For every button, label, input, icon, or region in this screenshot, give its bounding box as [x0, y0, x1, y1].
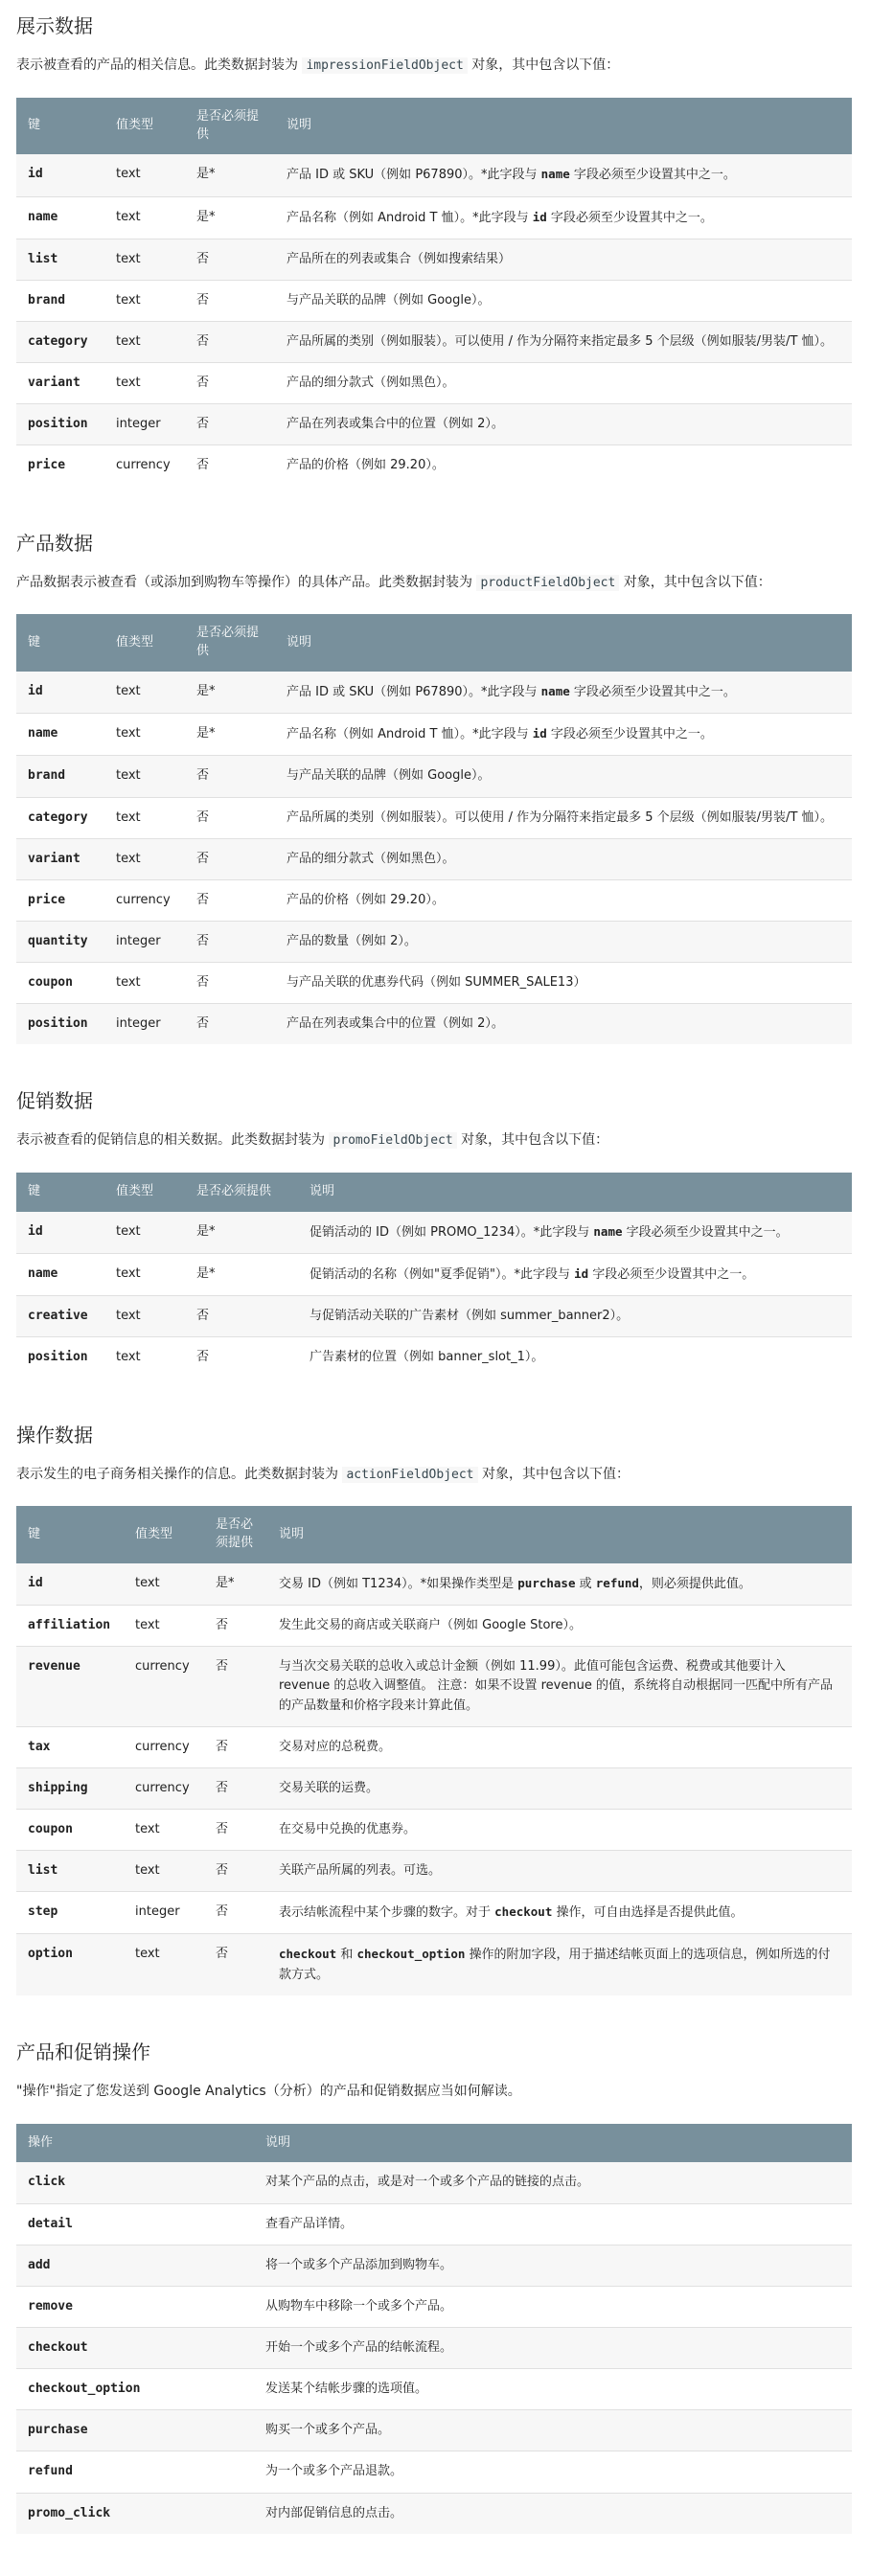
cell-desc: 产品 ID 或 SKU（例如 P67890）。*此字段与 name 字段必须至少设置其中之一。 [287, 684, 736, 700]
cell-type: currency [124, 1767, 204, 1809]
cell-desc: 关联产品所属的列表。可选。 [267, 1851, 852, 1892]
cell-desc: 产品 ID 或 SKU（例如 P67890）。*此字段与 name 字段必须至少设置其中之一。 [287, 167, 736, 183]
cell-type: text [116, 1224, 141, 1239]
table-row [16, 1647, 852, 1726]
column-header: 值类型 [104, 614, 185, 672]
cell-desc: 产品的价格（例如 29.20）。 [275, 879, 852, 921]
cell-key: revenue [16, 1647, 124, 1726]
cell-desc: 与产品关联的品牌（例如 Google）。 [275, 756, 852, 797]
cell-desc: 与促销活动关联的广告素材（例如 summer_banner2）。 [298, 1296, 852, 1337]
cell-key: step [16, 1892, 124, 1934]
inline-code: checkout_option [356, 1947, 466, 1962]
inline-code: checkout [279, 1947, 337, 1962]
intro-text: "操作"指定了您发送到 Google Analytics（分析）的产品和促销数据应当如何解读。 [16, 2083, 521, 2099]
section-heading: 促销数据 [16, 1089, 93, 1113]
table-row [16, 280, 852, 321]
cell-desc: 与当次交易关联的总收入或总计金额（例如 11.99）。此值可能包含运费、税费或其他要计入 revenue 的总收入调整值。 注意：如果不设置 revenue 的值，系统将自动根据同一匹配中所有产品的产品数量和价格字段来计算此值。 [267, 1647, 852, 1726]
table-header-row [16, 614, 852, 672]
cell-required: 否 [185, 797, 275, 838]
cell-desc: 产品在列表或集合中的位置（例如 2）。 [275, 404, 852, 445]
cell-desc: 开始一个或多个产品的结帐流程。 [254, 2327, 852, 2368]
table-row [16, 2327, 852, 2368]
table-row [16, 154, 852, 196]
table-header-row [16, 1173, 852, 1212]
table-row [16, 196, 852, 239]
section-heading: 产品数据 [16, 531, 93, 555]
table-body [16, 1212, 852, 1379]
cell-key: id [28, 1224, 43, 1239]
cell-key: tax [16, 1726, 124, 1767]
cell-required: 否 [185, 963, 275, 1004]
cell-required: 否 [185, 921, 275, 962]
intro-text: 表示被查看的产品的相关信息。此类数据封装为 [16, 57, 303, 73]
cell-type: integer [104, 1004, 185, 1045]
cell-key: quantity [16, 921, 104, 962]
table-row [16, 838, 852, 879]
cell-key: name [16, 196, 104, 239]
intro-text: 对象，其中包含以下值： [467, 57, 620, 73]
cell-key: purchase [16, 2410, 254, 2451]
column-header: 值类型 [104, 98, 185, 155]
cell-key: position [16, 1004, 104, 1045]
actions-table [16, 2124, 852, 2534]
table-body [16, 2162, 852, 2533]
intro-code: actionFieldObject [342, 1467, 477, 1483]
cell-desc: 对某个产品的点击，或是对一个或多个产品的链接的点击。 [265, 2175, 590, 2190]
cell-required: 是* [185, 1254, 298, 1296]
cell-required: 否 [185, 363, 275, 404]
cell-required: 否 [185, 879, 275, 921]
cell-type: integer [104, 404, 185, 445]
section-heading: 操作数据 [16, 1423, 93, 1447]
cell-type: text [104, 363, 185, 404]
column-header: 是否必须提供 [185, 98, 275, 155]
cell-key: id [28, 684, 43, 699]
section-impression-data [16, 13, 852, 487]
cell-required: 否 [185, 445, 275, 487]
table-row [16, 1810, 852, 1851]
cell-key: category [16, 322, 104, 363]
cell-desc: 广告素材的位置（例如 banner_slot_1）。 [298, 1337, 852, 1379]
cell-required: 否 [185, 756, 275, 797]
table-row [16, 2451, 852, 2493]
section-action-data [16, 1423, 852, 1995]
inline-code: id [574, 1266, 589, 1282]
cell-type: text [116, 167, 141, 182]
cell-required: 否 [185, 322, 275, 363]
column-header: 键 [16, 1506, 124, 1563]
cell-key: refund [16, 2451, 254, 2493]
cell-required: 否 [204, 1934, 267, 1995]
cell-key: add [16, 2245, 254, 2286]
cell-desc: 与产品关联的优惠券代码（例如 SUMMER_SALE13） [275, 963, 852, 1004]
cell-key: coupon [16, 1810, 124, 1851]
table-row [16, 1254, 852, 1296]
table-row [16, 322, 852, 363]
cell-type: text [124, 1606, 204, 1647]
cell-key: detail [16, 2203, 254, 2245]
cell-key: creative [16, 1296, 104, 1337]
cell-desc: 产品的细分款式（例如黑色）。 [275, 363, 852, 404]
section-product-promo-actions [16, 2040, 852, 2534]
cell-type: text [104, 322, 185, 363]
cell-desc: 产品所属的类别（例如服装）。可以使用 / 作为分隔符来指定最多 5 个层级（例如服装/男装/T 恤）。 [275, 797, 852, 838]
table-row [16, 445, 852, 487]
cell-type: text [104, 280, 185, 321]
cell-desc: 产品的细分款式（例如黑色）。 [275, 838, 852, 879]
cell-type: currency [104, 879, 185, 921]
column-header: 值类型 [124, 1506, 204, 1563]
cell-type: text [104, 1296, 185, 1337]
section-intro [16, 2081, 852, 2104]
section-heading: 产品和促销操作 [16, 2040, 150, 2063]
cell-desc: 产品所在的列表或集合（例如搜索结果） [275, 239, 852, 280]
cell-desc: 从购物车中移除一个或多个产品。 [254, 2286, 852, 2327]
intro-text: 对象，其中包含以下值： [619, 574, 771, 590]
inline-code: name [540, 684, 570, 699]
column-header: 是否必须提供 [204, 1506, 267, 1563]
table-row [16, 921, 852, 962]
cell-desc: 产品在列表或集合中的位置（例如 2）。 [275, 1004, 852, 1045]
column-header: 说明 [267, 1506, 852, 1563]
cell-key: price [16, 879, 104, 921]
section-intro [16, 1464, 852, 1487]
column-header: 说明 [275, 98, 852, 155]
cell-key: affiliation [16, 1606, 124, 1647]
table-row [16, 1767, 852, 1809]
intro-code: productFieldObject [476, 575, 619, 591]
cell-desc: 产品的数量（例如 2）。 [275, 921, 852, 962]
table-row [16, 2286, 852, 2327]
cell-required: 是* [196, 167, 216, 182]
intro-code: promoFieldObject [329, 1132, 456, 1149]
cell-desc: 产品所属的类别（例如服装）。可以使用 / 作为分隔符来指定最多 5 个层级（例如服装/男装/T 恤）。 [275, 322, 852, 363]
cell-desc: checkout 和 checkout_option 操作的附加字段，用于描述结帐页面上的选项信息，例如所选的付款方式。 [267, 1934, 852, 1995]
table-row [16, 404, 852, 445]
table-header-row [16, 2124, 852, 2163]
section-product-data [16, 531, 852, 1045]
table-row [16, 1851, 852, 1892]
cell-desc: 交易 ID（例如 T1234）。*如果操作类型是 purchase 或 refund，则必须提供此值。 [279, 1576, 751, 1592]
cell-type: text [104, 963, 185, 1004]
table-row [16, 1726, 852, 1767]
table-row [16, 714, 852, 756]
cell-desc: 与产品关联的品牌（例如 Google）。 [275, 280, 852, 321]
table-body [16, 154, 852, 486]
cell-key: price [16, 445, 104, 487]
cell-desc: 发生此交易的商店或关联商户（例如 Google Store）。 [267, 1606, 852, 1647]
inline-code: name [540, 167, 570, 182]
column-header: 是否必须提供 [185, 1173, 298, 1212]
impression-fields-table [16, 98, 852, 487]
cell-desc: 表示结帐流程中某个步骤的数字。对于 checkout 操作，可自由选择是否提供此值。 [267, 1892, 852, 1934]
table-row [16, 363, 852, 404]
cell-type: text [135, 1576, 160, 1591]
column-header: 是否必须提供 [185, 614, 275, 672]
cell-required: 否 [204, 1647, 267, 1726]
cell-desc: 将一个或多个产品添加到购物车。 [254, 2245, 852, 2286]
cell-required: 否 [185, 239, 275, 280]
cell-required: 否 [185, 838, 275, 879]
cell-key: brand [16, 280, 104, 321]
cell-type: currency [124, 1647, 204, 1726]
cell-key: category [16, 797, 104, 838]
table-body [16, 1563, 852, 1995]
section-intro [16, 572, 852, 595]
column-header: 值类型 [104, 1173, 185, 1212]
inline-code: purchase [517, 1576, 576, 1591]
table-row [16, 1296, 852, 1337]
cell-type: integer [124, 1892, 204, 1934]
cell-required: 是* [216, 1576, 235, 1591]
table-row [16, 1563, 852, 1606]
inline-code: checkout [494, 1904, 553, 1920]
cell-key: promo_click [16, 2493, 254, 2534]
cell-required: 否 [204, 1810, 267, 1851]
column-header: 键 [16, 98, 104, 155]
table-header-row [16, 98, 852, 155]
cell-key: list [16, 1851, 124, 1892]
cell-desc: 促销活动的名称（例如"夏季促销"）。*此字段与 id 字段必须至少设置其中之一。 [298, 1254, 852, 1296]
cell-required: 否 [185, 280, 275, 321]
cell-key: name [16, 714, 104, 756]
inline-code: id [532, 726, 547, 741]
cell-type: currency [104, 445, 185, 487]
cell-key: id [28, 1576, 43, 1591]
cell-desc: 交易关联的运费。 [267, 1767, 852, 1809]
table-row [16, 1934, 852, 1995]
cell-key: shipping [16, 1767, 124, 1809]
intro-code: impressionFieldObject [302, 57, 467, 74]
column-header: 操作 [16, 2124, 254, 2163]
cell-type: text [124, 1934, 204, 1995]
table-row [16, 1892, 852, 1934]
inline-code: id [532, 209, 547, 224]
intro-text: 表示被查看的促销信息的相关数据。此类数据封装为 [16, 1132, 330, 1149]
inline-code: name [593, 1224, 623, 1239]
cell-type: text [104, 239, 185, 280]
section-intro [16, 55, 852, 78]
table-row [16, 2162, 852, 2203]
cell-desc: 交易对应的总税费。 [267, 1726, 852, 1767]
cell-key: id [28, 167, 43, 182]
table-row [16, 879, 852, 921]
cell-key: list [16, 239, 104, 280]
cell-required: 否 [204, 1851, 267, 1892]
cell-type: text [104, 797, 185, 838]
cell-required: 否 [204, 1726, 267, 1767]
cell-type: integer [104, 921, 185, 962]
action-fields-table [16, 1506, 852, 1995]
cell-key: variant [16, 838, 104, 879]
cell-required: 是* [185, 196, 275, 239]
cell-required: 是* [185, 714, 275, 756]
cell-key: click [28, 2175, 66, 2190]
column-header: 键 [16, 1173, 104, 1212]
cell-key: option [16, 1934, 124, 1995]
section-intro [16, 1129, 852, 1152]
cell-required: 否 [204, 1892, 267, 1934]
cell-key: name [16, 1254, 104, 1296]
column-header: 键 [16, 614, 104, 672]
cell-type: currency [124, 1726, 204, 1767]
product-fields-table [16, 614, 852, 1044]
table-row [16, 1337, 852, 1379]
cell-type: text [104, 756, 185, 797]
cell-desc: 查看产品详情。 [254, 2203, 852, 2245]
cell-required: 是* [196, 1224, 216, 1239]
table-row [16, 2410, 852, 2451]
table-row [16, 2203, 852, 2245]
cell-desc: 在交易中兑换的优惠券。 [267, 1810, 852, 1851]
table-row [16, 2493, 852, 2534]
table-row [16, 756, 852, 797]
cell-required: 否 [204, 1767, 267, 1809]
table-row [16, 1004, 852, 1045]
cell-desc: 产品名称（例如 Android T 恤）。*此字段与 id 字段必须至少设置其中之一。 [275, 196, 852, 239]
cell-required: 否 [185, 1296, 298, 1337]
table-row [16, 797, 852, 838]
cell-type: text [104, 714, 185, 756]
cell-required: 否 [204, 1606, 267, 1647]
cell-type: text [124, 1810, 204, 1851]
cell-desc: 促销活动的 ID（例如 PROMO_1234）。*此字段与 name 字段必须至少设置其中之一。 [309, 1224, 789, 1240]
cell-key: checkout [16, 2327, 254, 2368]
cell-required: 否 [185, 1337, 298, 1379]
section-heading: 展示数据 [16, 14, 93, 37]
column-header: 说明 [298, 1173, 852, 1212]
cell-type: text [124, 1851, 204, 1892]
cell-type: text [104, 1337, 185, 1379]
cell-desc: 为一个或多个产品退款。 [254, 2451, 852, 2493]
table-row [16, 1606, 852, 1647]
section-promo-data [16, 1088, 852, 1378]
intro-text: 对象，其中包含以下值： [477, 1466, 630, 1482]
column-header: 说明 [254, 2124, 852, 2163]
cell-desc: 产品的价格（例如 29.20）。 [275, 445, 852, 487]
table-row [16, 672, 852, 714]
table-row [16, 239, 852, 280]
table-header-row [16, 1506, 852, 1563]
intro-text: 产品数据表示被查看（或添加到购物车等操作）的具体产品。此类数据封装为 [16, 574, 477, 590]
cell-key: position [16, 404, 104, 445]
column-header: 说明 [275, 614, 852, 672]
cell-required: 是* [196, 684, 216, 699]
table-row [16, 963, 852, 1004]
cell-required: 否 [185, 1004, 275, 1045]
cell-key: checkout_option [16, 2369, 254, 2410]
cell-key: position [16, 1337, 104, 1379]
cell-type: text [104, 196, 185, 239]
cell-key: brand [16, 756, 104, 797]
cell-type: text [104, 1254, 185, 1296]
table-body [16, 672, 852, 1044]
cell-desc: 产品名称（例如 Android T 恤）。*此字段与 id 字段必须至少设置其中之一。 [275, 714, 852, 756]
intro-text: 表示发生的电子商务相关操作的信息。此类数据封装为 [16, 1466, 343, 1482]
cell-key: variant [16, 363, 104, 404]
table-row [16, 2369, 852, 2410]
intro-text: 对象，其中包含以下值： [456, 1132, 609, 1149]
cell-required: 否 [185, 404, 275, 445]
cell-key: remove [16, 2286, 254, 2327]
cell-desc: 对内部促销信息的点击。 [254, 2493, 852, 2534]
promo-fields-table [16, 1173, 852, 1378]
cell-desc: 购买一个或多个产品。 [254, 2410, 852, 2451]
cell-type: text [104, 838, 185, 879]
inline-code: refund [595, 1576, 639, 1591]
cell-key: coupon [16, 963, 104, 1004]
table-row [16, 1212, 852, 1254]
cell-desc: 发送某个结帐步骤的选项值。 [254, 2369, 852, 2410]
cell-type: text [116, 684, 141, 699]
table-row [16, 2245, 852, 2286]
